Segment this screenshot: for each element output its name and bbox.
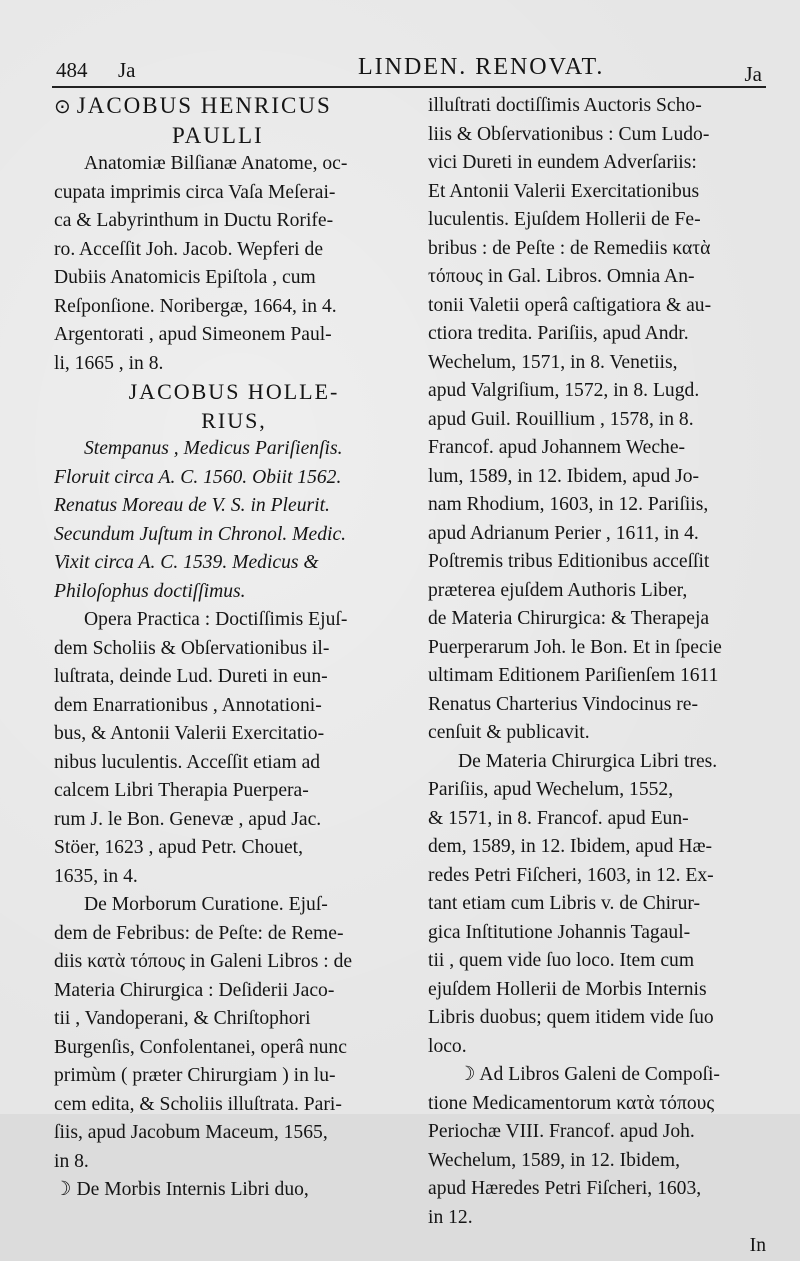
text-line: cem edita, & Scholiis illuſtrata. Pari- — [54, 1093, 342, 1115]
circle-dot-icon: ⊙ — [54, 96, 73, 118]
text-line: Poſtremis tribus Editionibus acceſſit — [428, 551, 710, 572]
text-line: dem, 1589, in 12. Ibidem, apud Hæ- — [428, 836, 713, 857]
text-line: Et Antonii Valerii Exercitationibus — [428, 180, 700, 202]
text-line: redes Petri Fiſcheri, 1603, in 12. Ex- — [428, 864, 714, 886]
running-title: LINDEN. RENOVAT. — [358, 54, 605, 80]
text-line: diis κατὰ τόπους in Galeni Libros : de — [54, 951, 353, 972]
text-line: apud Adrianum Perier , 1611, in 4. — [428, 522, 699, 544]
text-line: bribus : de Peſte : de Remediis κατὰ — [428, 237, 711, 259]
text-line: 1635, in 4. — [54, 865, 138, 887]
text-line: Materia Chirurgica : Deſiderii Jaco- — [54, 979, 335, 1001]
text-line: apud Hæredes Petri Fiſcheri, 1603, — [428, 1178, 702, 1199]
text-line: Reſponſione. Noribergæ, 1664, in 4. — [54, 295, 337, 317]
entry-heading-cont: PAULLI — [172, 122, 264, 148]
text-line: apud Valgriſium, 1572, in 8. Lugd. — [428, 380, 700, 401]
text-line: luculentis. Ejuſdem Hollerii de Fe- — [428, 209, 701, 230]
text-line: Periochæ VIII. Francof. apud Joh. — [428, 1121, 695, 1142]
text-line: de Materia Chirurgica: & Therapeja — [428, 608, 710, 629]
text-line: De Morborum Curatione. Ejuſ- — [84, 894, 328, 915]
text-line: ſiis, apud Jacobum Maceum, 1565, — [54, 1122, 328, 1143]
text-line: cupata imprimis circa Vaſa Meſerai- — [54, 181, 336, 203]
text-line: ro. Acceſſit Joh. Jacob. Wepferi de — [54, 238, 324, 260]
italic-line: Philoſophus doctiſſimus. — [54, 580, 246, 602]
text-line: ca & Labyrinthum in Ductu Rorife- — [54, 210, 334, 231]
text-line: tonii Valetii operâ caſtigatiora & au- — [428, 294, 712, 316]
italic-line: Stempanus , Medicus Pariſienſis. — [84, 438, 343, 459]
italic-line: Secundum Juſtum in Chronol. Medic. — [54, 523, 347, 545]
entry-heading-cont: RIUS, — [201, 407, 267, 433]
text-line: apud Guil. Rouillium , 1578, in 8. — [428, 408, 694, 430]
text-line: lum, 1589, in 12. Ibidem, apud Jo- — [428, 465, 700, 487]
entry-heading: JACOBUS HOLLE- — [128, 379, 340, 404]
text-line: ctiora tredita. Pariſiis, apud Andr. — [428, 323, 689, 344]
text-line: Anatomiæ Bilſianæ Anatome, oc- — [84, 153, 348, 174]
text-line: liis & Obſervationibus : Cum Ludo- — [428, 123, 710, 145]
text-line: Opera Practica : Doctiſſimis Ejuſ- — [84, 609, 348, 630]
text-line: præterea ejuſdem Authoris Liber, — [428, 579, 688, 601]
text-line: nam Rhodium, 1603, in 12. Pariſiis, — [428, 494, 709, 515]
italic-line: Floruit circa A. C. 1560. Obiit 1562. — [54, 466, 342, 488]
text-line: ☽ De Morbis Internis Libri duo, — [54, 1179, 309, 1200]
text-line: primùm ( præter Chirurgiam ) in lu- — [54, 1065, 336, 1086]
text-line: tii , Vandoperani, & Chriſtophori — [54, 1008, 311, 1029]
text-line: Pariſiis, apud Wechelum, 1552, — [428, 779, 674, 800]
text-line: loco. — [428, 1035, 467, 1057]
text-line: & 1571, in 8. Francof. apud Eun- — [428, 807, 689, 829]
text-line: Renatus Charterius Vindocinus re- — [428, 693, 698, 715]
left-catch-key: Ja — [118, 58, 136, 82]
text-line: Burgenſis, Confolentanei, operâ nunc — [54, 1036, 347, 1058]
text-line: ultimam Editionem Pariſienſem 1611 — [428, 665, 719, 686]
text-line: dem Scholiis & Obſervationibus il- — [54, 637, 330, 659]
text-line: illuſtrati doctiſſimis Auctoris Scho- — [428, 95, 702, 116]
text-line: Stöer, 1623 , apud Petr. Chouet, — [54, 837, 304, 858]
text-line: Libris duobus; quem itidem vide ſuo — [428, 1007, 714, 1028]
text-line: gica Inſtitutione Johannis Tagaul- — [428, 921, 691, 943]
text-line: Argentorati , apud Simeonem Paul- — [54, 324, 332, 345]
text-line: ☽ Ad Libros Galeni de Compoſi- — [458, 1064, 720, 1085]
text-line: calcem Libri Therapia Puerpera- — [54, 780, 309, 801]
text-line: Dubiis Anatomicis Epiſtola , cum — [54, 267, 316, 288]
left-column — [54, 92, 414, 1205]
text-line: in 8. — [54, 1150, 89, 1172]
text-line: Francof. apud Johannem Weche- — [428, 437, 686, 458]
entry-heading: ⊙ JACOBUS HENRICUS — [54, 93, 332, 118]
text-line: tant etiam cum Libris v. de Chirur- — [428, 893, 701, 914]
text-line: nibus luculentis. Acceſſit etiam ad — [54, 751, 321, 773]
text-line: bus, & Antonii Valerii Exercitatio- — [54, 723, 325, 744]
text-line: De Materia Chirurgica Libri tres. — [458, 750, 718, 772]
text-line: li, 1665 , in 8. — [54, 352, 164, 374]
text-line: τόπους in Gal. Libros. Omnia An- — [428, 266, 695, 287]
right-catch-key: Ja — [744, 62, 762, 86]
running-header — [52, 52, 766, 88]
text-line: tione Medicamentorum κατὰ τόπους — [428, 1092, 715, 1114]
text-line: in 12. — [428, 1206, 473, 1228]
text-line: luſtrata, deinde Lud. Dureti in eun- — [54, 666, 328, 687]
text-line: Puerperarum Joh. le Bon. Et in ſpecie — [428, 636, 722, 658]
italic-line: Renatus Moreau de V. S. in Pleurit. — [54, 495, 330, 516]
page-number: 484 — [56, 58, 88, 82]
text-line: ejuſdem Hollerii de Morbis Internis — [428, 978, 707, 1000]
text-line: dem Enarrationibus , Annotationi- — [54, 694, 322, 716]
text-line: dem de Febribus: de Peſte: de Reme- — [54, 922, 344, 944]
right-column — [428, 92, 766, 1256]
text-line: Wechelum, 1571, in 8. Venetiis, — [428, 351, 678, 373]
text-line: vici Dureti in eundem Adverſariis: — [428, 152, 697, 173]
catchword: In — [749, 1235, 766, 1256]
text-line: cenſuit & publicavit. — [428, 722, 590, 743]
text-line: tii , quem vide ſuo loco. Item cum — [428, 950, 695, 971]
text-line: rum J. le Bon. Genevæ , apud Jac. — [54, 808, 322, 830]
text-line: Wechelum, 1589, in 12. Ibidem, — [428, 1149, 681, 1171]
italic-line: Vixit circa A. C. 1539. Medicus & — [54, 552, 319, 573]
